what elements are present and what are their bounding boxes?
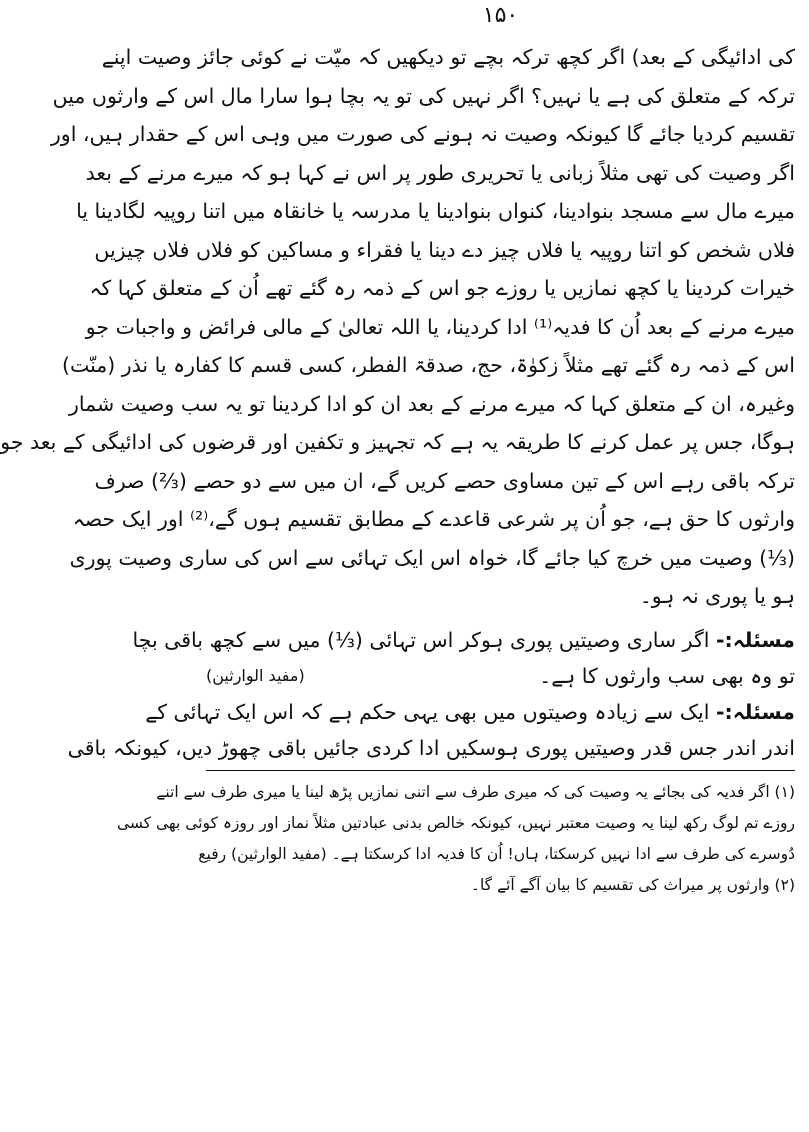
footnote-line-4: (۲) وارثوں پر میراث کی تقسیم کا بیان آگے آئے گا۔ bbox=[470, 875, 795, 894]
body-line-9: اس کے ذمہ رہ گئے تھے مثلاً زکوٰۃ، حج، صدقۃ الفطر، کسی قسم کا کفارہ یا نذر (منّت) bbox=[61, 353, 795, 377]
body-line-8: میرے مرنے کے بعد اُن کا فدیہ⁽¹⁾ ادا کردینا، یا اللہ تعالیٰ کے مالی فرائض و واجبات جو bbox=[85, 314, 795, 339]
masala-2-continuation: اندر اندر جس قدر وصیتیں پوری ہوسکیں ادا کردی جائیں باقی چھوڑ دیں، کیونکہ باقی bbox=[67, 735, 795, 760]
footnotes bbox=[116, 777, 795, 901]
masala-1-text: اگر ساری وصیتیں پوری ہوکر اس تہائی (⅓) میں سے کچھ باقی بچا bbox=[132, 627, 710, 652]
body-line-12: ترکہ باقی رہے اس کے تین مساوی حصے کریں گے، ان میں سے دو حصے (⅔) صرف bbox=[94, 468, 795, 493]
footnote-line-1: (۱) اگر فدیہ کی بجائے یہ وصیت کی کہ میری طرف سے اتنی نمازیں پڑھ لینا یا میری طرف سے اتنے bbox=[156, 782, 795, 801]
masala-2-text: ایک سے زیادہ وصیتوں میں بھی یہی حکم ہے کہ اس ایک تہائی کے bbox=[145, 699, 710, 724]
body-line-3: تقسیم کردیا جائے گا کیونکہ وصیت نہ ہونے کی صورت میں وہی اس کے حقدار ہیں، اور bbox=[50, 122, 795, 146]
body-line-10: وغیرہ، ان کے متعلق کہا کہ میرے مرنے کے بعد ان کو ادا کردینا تو یہ سب وصیت شمار bbox=[69, 391, 795, 416]
body-line-6: فلاں شخص کو اتنا روپیہ یا فلاں چیز دے دینا یا فقراء و مساکین کو فلاں فلاں چیزیں bbox=[94, 237, 795, 262]
body-line-5: میرے مال سے مسجد بنوادینا، کنواں بنوادینا یا مدرسہ یا خانقاہ میں اتنا روپیہ لگادینا یا bbox=[76, 199, 795, 223]
body-line-2: ترکہ کے متعلق کی ہے یا نہیں؟ اگر نہیں کی تو یہ بچا ہوا سارا مال اس کے وارثوں میں bbox=[52, 83, 795, 108]
footnote-line-3: دُوسرے کی طرف سے ادا نہیں کرسکتا، ہاں! اُن کا فدیہ ادا کرسکتا ہے۔ (مفید الوارثین) رفیع bbox=[198, 844, 795, 863]
masail-section bbox=[67, 622, 795, 766]
body-line-1: کی ادائیگی کے بعد) اگر کچھ ترکہ بچے تو دیکھیں کہ میّت نے کوئی جائز وصیت اپنے bbox=[101, 45, 795, 69]
masala-1 bbox=[132, 622, 795, 658]
body-line-13: وارثوں کا حق ہے، جو اُن پر شرعی قاعدے کے مطابق تقسیم ہوں گے،⁽²⁾ اور ایک حصہ bbox=[72, 507, 795, 531]
main-text bbox=[0, 38, 795, 616]
masala-2 bbox=[145, 694, 795, 730]
body-line-7: خیرات کردینا یا کچھ نمازیں یا روزے جو اس کے ذمہ رہ گئے تھے اُن کے متعلق کہا کہ bbox=[89, 276, 795, 300]
masala-1-cont-text: تو وہ بھی سب وارثوں کا ہے۔ bbox=[539, 663, 795, 688]
masala-1-continuation bbox=[206, 658, 795, 694]
masala-label-1: مسئلہ:- bbox=[715, 627, 795, 652]
body-line-14: (⅓) وصیت میں خرچ کیا جائے گا، خواہ اس ایک تہائی سے اس کی ساری وصیت پوری bbox=[69, 545, 795, 570]
page-number: ۱۵۰ bbox=[482, 3, 519, 28]
body-line-11: ہوگا، جس پر عمل کرنے کا طریقہ یہ ہے کہ تجہیز و تکفین اور قرضوں کی ادائیگی کے بعد جو bbox=[0, 430, 795, 454]
masala-1-reference: (مفید الوارثین) bbox=[206, 665, 305, 685]
body-line-15: ہو یا پوری نہ ہو۔ bbox=[639, 584, 795, 608]
footnote-line-2: روزے تم لوگ رکھ لینا یہ وصیت معتبر نہیں، کیونکہ خالص بدنی عبادتیں مثلاً نماز اور روزہ کوئی بھی کسی bbox=[116, 813, 795, 832]
body-line-4: اگر وصیت کی تھی مثلاً زبانی یا تحریری طور پر اس نے کہا ہو کہ میرے مرنے کے بعد bbox=[85, 160, 795, 185]
masala-label-2: مسئلہ:- bbox=[715, 699, 795, 724]
footnote-divider bbox=[206, 770, 795, 771]
